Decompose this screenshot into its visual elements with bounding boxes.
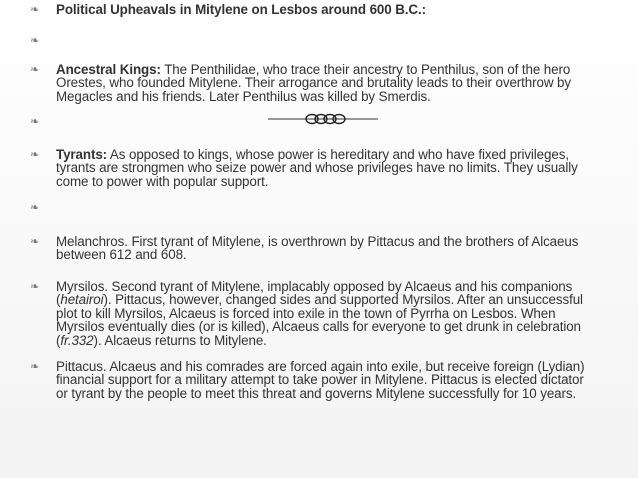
fleuron-bullet-icon: ❧ <box>30 115 40 128</box>
fleuron-bullet-icon: ❧ <box>30 280 40 293</box>
hetairoi-term: hetairoi <box>60 292 104 308</box>
myrsilos-text-2: ). Pittacus, however, changed sides and supported Myrsilos. After an unsuccessful plot to kill Myrsilos, Alcaeus is forced into exile in the town of Pyrrha on Lesbos. When Myrsilos eventually dies (or is killed), Alcaeus calls for everyone to get drunk in celebration ( <box>56 292 583 348</box>
myrsilos-text-3: ). Alcaeus returns to Mitylene. <box>93 332 267 348</box>
ornament-divider-icon <box>268 112 378 126</box>
bullet-title <box>30 2 586 17</box>
slide-title: Political Upheavals in Mitylene on Lesbos around 600 B.C.: <box>56 2 426 17</box>
fleuron-bullet-icon: ❧ <box>30 3 40 16</box>
fleuron-bullet-icon: ❧ <box>30 63 40 76</box>
bullet-tyrants <box>30 147 586 189</box>
bullet-melanchros <box>30 234 586 263</box>
ancestral-kings-text: The Penthilidae, who trace their ancestry to Penthilus, son of the hero Orestes, who founded Mitylene. Their arrogance and brutality leads to their overthrow by Megacles and his friends. Later Penthilus was killed by Smerdis. <box>56 62 571 104</box>
fleuron-bullet-icon: ❧ <box>30 360 40 373</box>
bullet-ancestral-kings <box>30 62 586 104</box>
fragment-ref: fr.332 <box>60 332 94 348</box>
myrsilos-text-1: Myrsilos. Second tyrant of Mitylene, implacably opposed by Alcaeus and his companions ( <box>56 279 573 308</box>
fleuron-bullet-icon: ❧ <box>30 34 40 47</box>
bullet-myrsilos <box>30 279 586 348</box>
pittacus-text: Pittacus. Alcaeus and his comrades are forced again into exile, but receive foreign (Lydian) financial support for a military attempt to take power in Mitylene. Pittacus is elected dictator or tyrant by the people to meet this threat and governs Mitylene successfully for 10 years. <box>56 359 585 401</box>
melanchros-text: Melanchros. First tyrant of Mitylene, is overthrown by Pittacus and the brothers of Alcaeus between 612 and 608. <box>56 234 579 263</box>
ancestral-kings-label: Ancestral Kings: <box>56 62 161 77</box>
fleuron-bullet-icon: ❧ <box>30 235 40 248</box>
tyrants-text: As opposed to kings, whose power is hereditary and who have fixed privileges, tyrants are strongmen who seize power and whose privileges have no limits. They usually come to power with popular support. <box>56 147 578 189</box>
fleuron-bullet-icon: ❧ <box>30 201 40 214</box>
bullet-pittacus <box>30 359 586 401</box>
fleuron-bullet-icon: ❧ <box>30 148 40 161</box>
tyrants-label: Tyrants: <box>56 147 108 162</box>
